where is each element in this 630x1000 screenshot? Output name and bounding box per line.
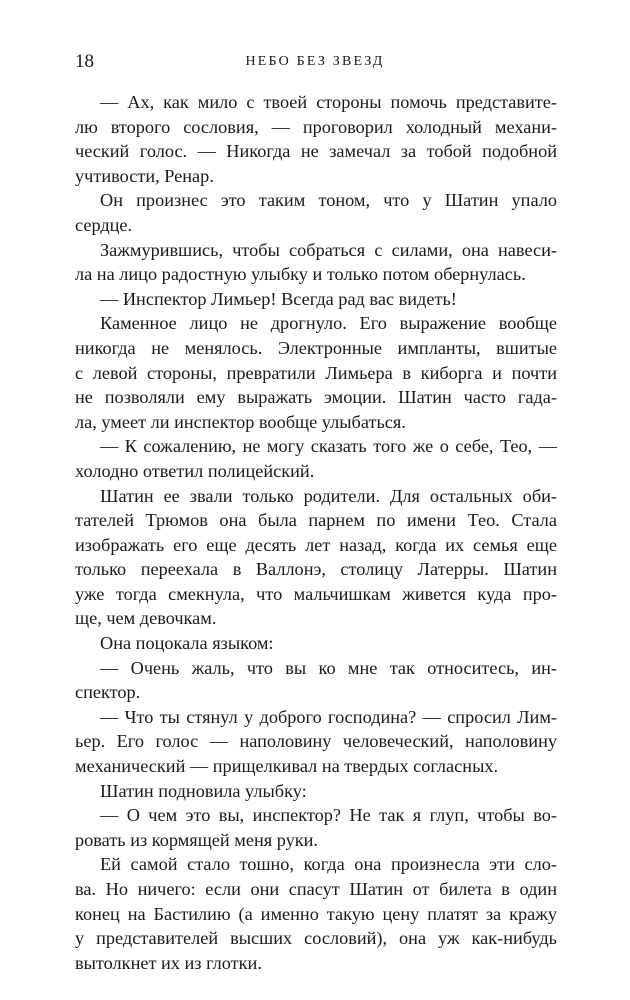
text-line: уже тогда смекнула, что мальчишкам живется куда про- bbox=[75, 583, 557, 604]
text-line: Он произнес это таким тоном, что у Шатин упало bbox=[100, 190, 557, 211]
paragraph bbox=[75, 656, 557, 705]
page-header bbox=[75, 50, 555, 76]
text-line: учтивости, Ренар. bbox=[75, 165, 214, 186]
text-line: механический — прищелкивал на твердых согласных. bbox=[75, 756, 499, 777]
text-line: — О чем это вы, инспектор? Не так я глуп, чтобы во- bbox=[100, 805, 557, 826]
text-line: холодно ответил полицейский. bbox=[75, 460, 315, 481]
text-line: — Ах, как мило с твоей стороны помочь представите- bbox=[100, 92, 557, 112]
text-line: ческий голос. — Никогда не замечал за тобой подобной bbox=[75, 141, 557, 162]
body-text bbox=[75, 90, 557, 975]
paragraph bbox=[75, 188, 557, 237]
paragraph bbox=[75, 287, 557, 312]
paragraph bbox=[75, 631, 557, 656]
text-line: тателей Трюмов она была парнем по имени Тео. Стала bbox=[75, 510, 557, 531]
text-line: изображать его еще десять лет назад, когда их семья еще bbox=[75, 534, 557, 555]
text-line: — К сожалению, не могу сказать того же о себе, Тео, — bbox=[100, 436, 557, 457]
text-line: Ей самой стало тошно, когда она произнесла эти сло- bbox=[100, 854, 557, 875]
text-line: ьер. Его голос — наполовину человеческий, наполовину bbox=[75, 731, 557, 752]
paragraph bbox=[75, 852, 557, 975]
paragraph bbox=[75, 779, 557, 804]
text-line: Каменное лицо не дрогнуло. Его выражение вообще bbox=[100, 313, 557, 334]
page-number: 18 bbox=[75, 51, 94, 72]
text-line: конец на Бастилию (а именно такую цену платят за кражу bbox=[75, 903, 557, 924]
text-line: ще, чем девочкам. bbox=[75, 608, 217, 629]
paragraph bbox=[75, 705, 557, 779]
text-line: Шатин подновила улыбку: bbox=[100, 780, 307, 801]
text-line: спектор. bbox=[75, 682, 141, 703]
paragraph bbox=[75, 434, 557, 483]
text-line: — Инспектор Лимьер! Всегда рад вас видеть! bbox=[100, 288, 457, 309]
paragraph bbox=[75, 484, 557, 632]
text-line: не позволяли ему выражать эмоции. Шатин часто гада- bbox=[75, 387, 557, 408]
text-line: ла, умеет ли инспектор вообще улыбаться. bbox=[75, 411, 406, 432]
text-line: никогда не менялось. Электронные импланты, вшитые bbox=[75, 337, 557, 358]
text-line: лю второго сословия, — проговорил холодный механи- bbox=[75, 116, 557, 137]
running-title: НЕБО БЕЗ ЗВЕЗД bbox=[245, 54, 385, 69]
text-line: у представителей высших сословий), она уж как-нибудь bbox=[75, 928, 557, 949]
paragraph bbox=[75, 238, 557, 287]
text-line: ва. Но ничего: если они спасут Шатин от билета в один bbox=[75, 879, 557, 899]
text-line: только переехала в Валлонэ, столицу Латерры. Шатин bbox=[75, 559, 557, 580]
paragraph bbox=[75, 803, 557, 852]
text-line: — Что ты стянул у доброго господина? — спросил Лим- bbox=[100, 706, 557, 727]
text-line: Зажмурившись, чтобы собраться с силами, она навеси- bbox=[100, 239, 557, 260]
text-line: Она поцокала языком: bbox=[100, 633, 274, 654]
text-line: с левой стороны, превратили Лимьера в киборга и почти bbox=[75, 362, 557, 383]
text-line: ла на лицо радостную улыбку и только потом обернулась. bbox=[75, 264, 526, 285]
text-line: ровать из кормящей меня руки. bbox=[75, 829, 318, 850]
text-line: Шатин ее звали только родители. Для остальных оби- bbox=[100, 485, 557, 506]
text-line: вытолкнет их из глотки. bbox=[75, 952, 262, 973]
text-line: сердце. bbox=[75, 214, 133, 235]
text-line: — Очень жаль, что вы ко мне так относитесь, ин- bbox=[100, 657, 557, 678]
paragraph bbox=[75, 90, 557, 188]
paragraph bbox=[75, 311, 557, 434]
